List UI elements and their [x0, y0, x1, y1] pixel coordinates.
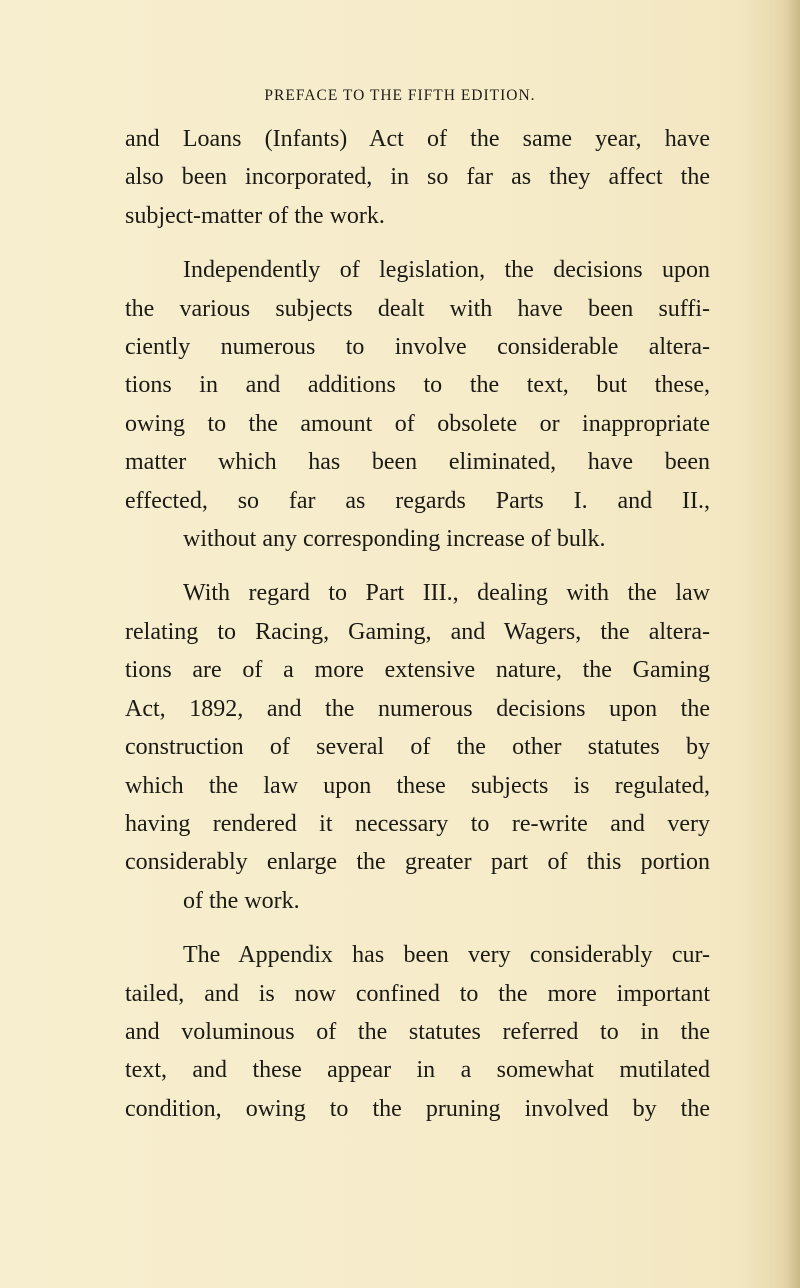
text-line: tions are of a more extensive nature, the Gaming — [125, 657, 710, 684]
text-line: also been incorporated, in so far as they affect the — [125, 164, 710, 191]
paragraph-2 — [125, 251, 710, 558]
text-line: and Loans (Infants) Act of the same year, have — [125, 126, 710, 152]
text-line: Independently of legislation, the decisions upon — [183, 257, 710, 284]
text-line: having rendered it necessary to re-write and very — [125, 810, 710, 837]
text-line: which the law upon these subjects is regulated, — [125, 772, 710, 799]
text-line: The Appendix has been very considerably cur- — [183, 942, 710, 969]
text-line: Act, 1892, and the numerous decisions upon the — [125, 695, 710, 722]
text-line: relating to Racing, Gaming, and Wagers, the altera- — [125, 618, 710, 645]
text-line: tions in and additions to the text, but these, — [125, 372, 710, 399]
text-line-last: of the work. — [183, 887, 300, 914]
paragraph-4 — [125, 936, 710, 1128]
text-line: construction of several of the other statutes by — [125, 734, 710, 761]
page-edge-shadow — [786, 0, 800, 1288]
text-line: the various subjects dealt with have been suffi- — [125, 295, 710, 322]
text-line: text, and these appear in a somewhat mutilated — [125, 1057, 710, 1084]
text-line: considerably enlarge the greater part of this portion — [125, 849, 710, 876]
paragraph-3 — [125, 574, 710, 920]
text-line: With regard to Part III., dealing with the law — [183, 580, 710, 607]
text-line: and voluminous of the statutes referred to in the — [125, 1018, 710, 1045]
text-line: condition, owing to the pruning involved by the — [125, 1095, 710, 1122]
text-line: effected, so far as regards Parts I. and II., — [125, 487, 710, 514]
text-line: owing to the amount of obsolete or inappropriate — [125, 410, 710, 437]
text-line-last: subject-matter of the work. — [125, 202, 385, 229]
text-line: ciently numerous to involve considerable altera- — [125, 334, 710, 361]
paragraph-1 — [125, 120, 710, 235]
body-text — [125, 120, 710, 1128]
running-head: PREFACE TO THE FIFTH EDITION. — [264, 87, 536, 104]
text-line: tailed, and is now confined to the more important — [125, 980, 710, 1007]
text-line-last: without any corresponding increase of bulk. — [183, 526, 606, 553]
text-line: matter which has been eliminated, have been — [125, 449, 710, 476]
